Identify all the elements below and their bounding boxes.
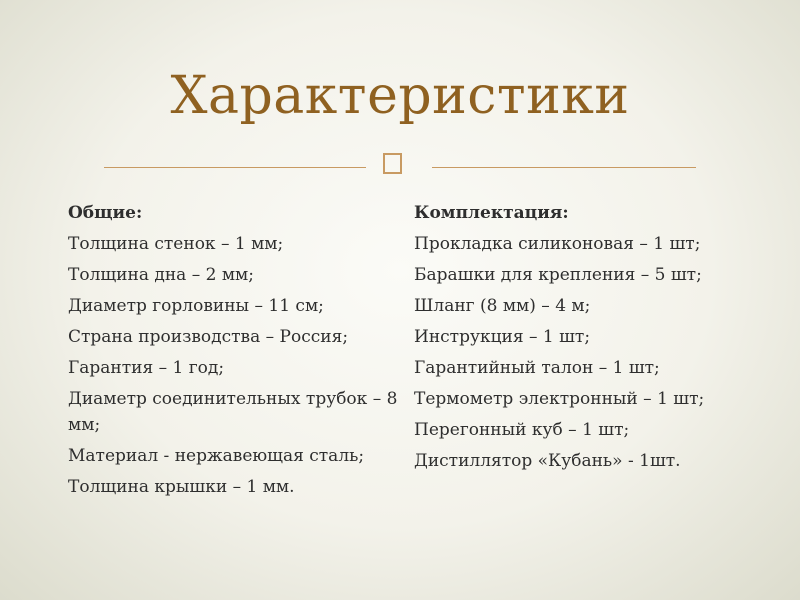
kit-item: Инструкция – 1 шт; bbox=[414, 327, 591, 347]
kit-item: Барашки для крепления – 5 шт; bbox=[414, 265, 702, 285]
kit-item: Дистиллятор «Кубань» - 1шт. bbox=[414, 451, 681, 471]
title-divider-right bbox=[432, 167, 696, 168]
kit-item: Шланг (8 мм) – 4 м; bbox=[414, 296, 591, 316]
general-heading: Общие: bbox=[68, 203, 143, 223]
kit-item: Термометр электронный – 1 шт; bbox=[414, 389, 705, 409]
general-item: Страна производства – Россия; bbox=[68, 327, 349, 347]
kit-item: Гарантийный талон – 1 шт; bbox=[414, 358, 660, 378]
general-specs-column bbox=[68, 200, 398, 505]
general-item: Диаметр соединительных трубок – 8 мм; bbox=[68, 389, 398, 435]
general-item: Диаметр горловины – 11 см; bbox=[68, 296, 324, 316]
general-item: Материал - нержавеющая сталь; bbox=[68, 446, 365, 466]
slide-title: Характеристики bbox=[170, 66, 630, 126]
title-divider-left bbox=[104, 167, 366, 168]
general-item: Гарантия – 1 год; bbox=[68, 358, 225, 378]
kit-heading: Комплектация: bbox=[414, 203, 569, 223]
general-item: Толщина стенок – 1 мм; bbox=[68, 234, 284, 254]
kit-column bbox=[414, 200, 734, 479]
general-item: Толщина крышки – 1 мм. bbox=[68, 477, 295, 497]
kit-item: Прокладка силиконовая – 1 шт; bbox=[414, 234, 701, 254]
general-item: Толщина дна – 2 мм; bbox=[68, 265, 255, 285]
square-outline-icon bbox=[382, 152, 404, 176]
kit-item: Перегонный куб – 1 шт; bbox=[414, 420, 630, 440]
